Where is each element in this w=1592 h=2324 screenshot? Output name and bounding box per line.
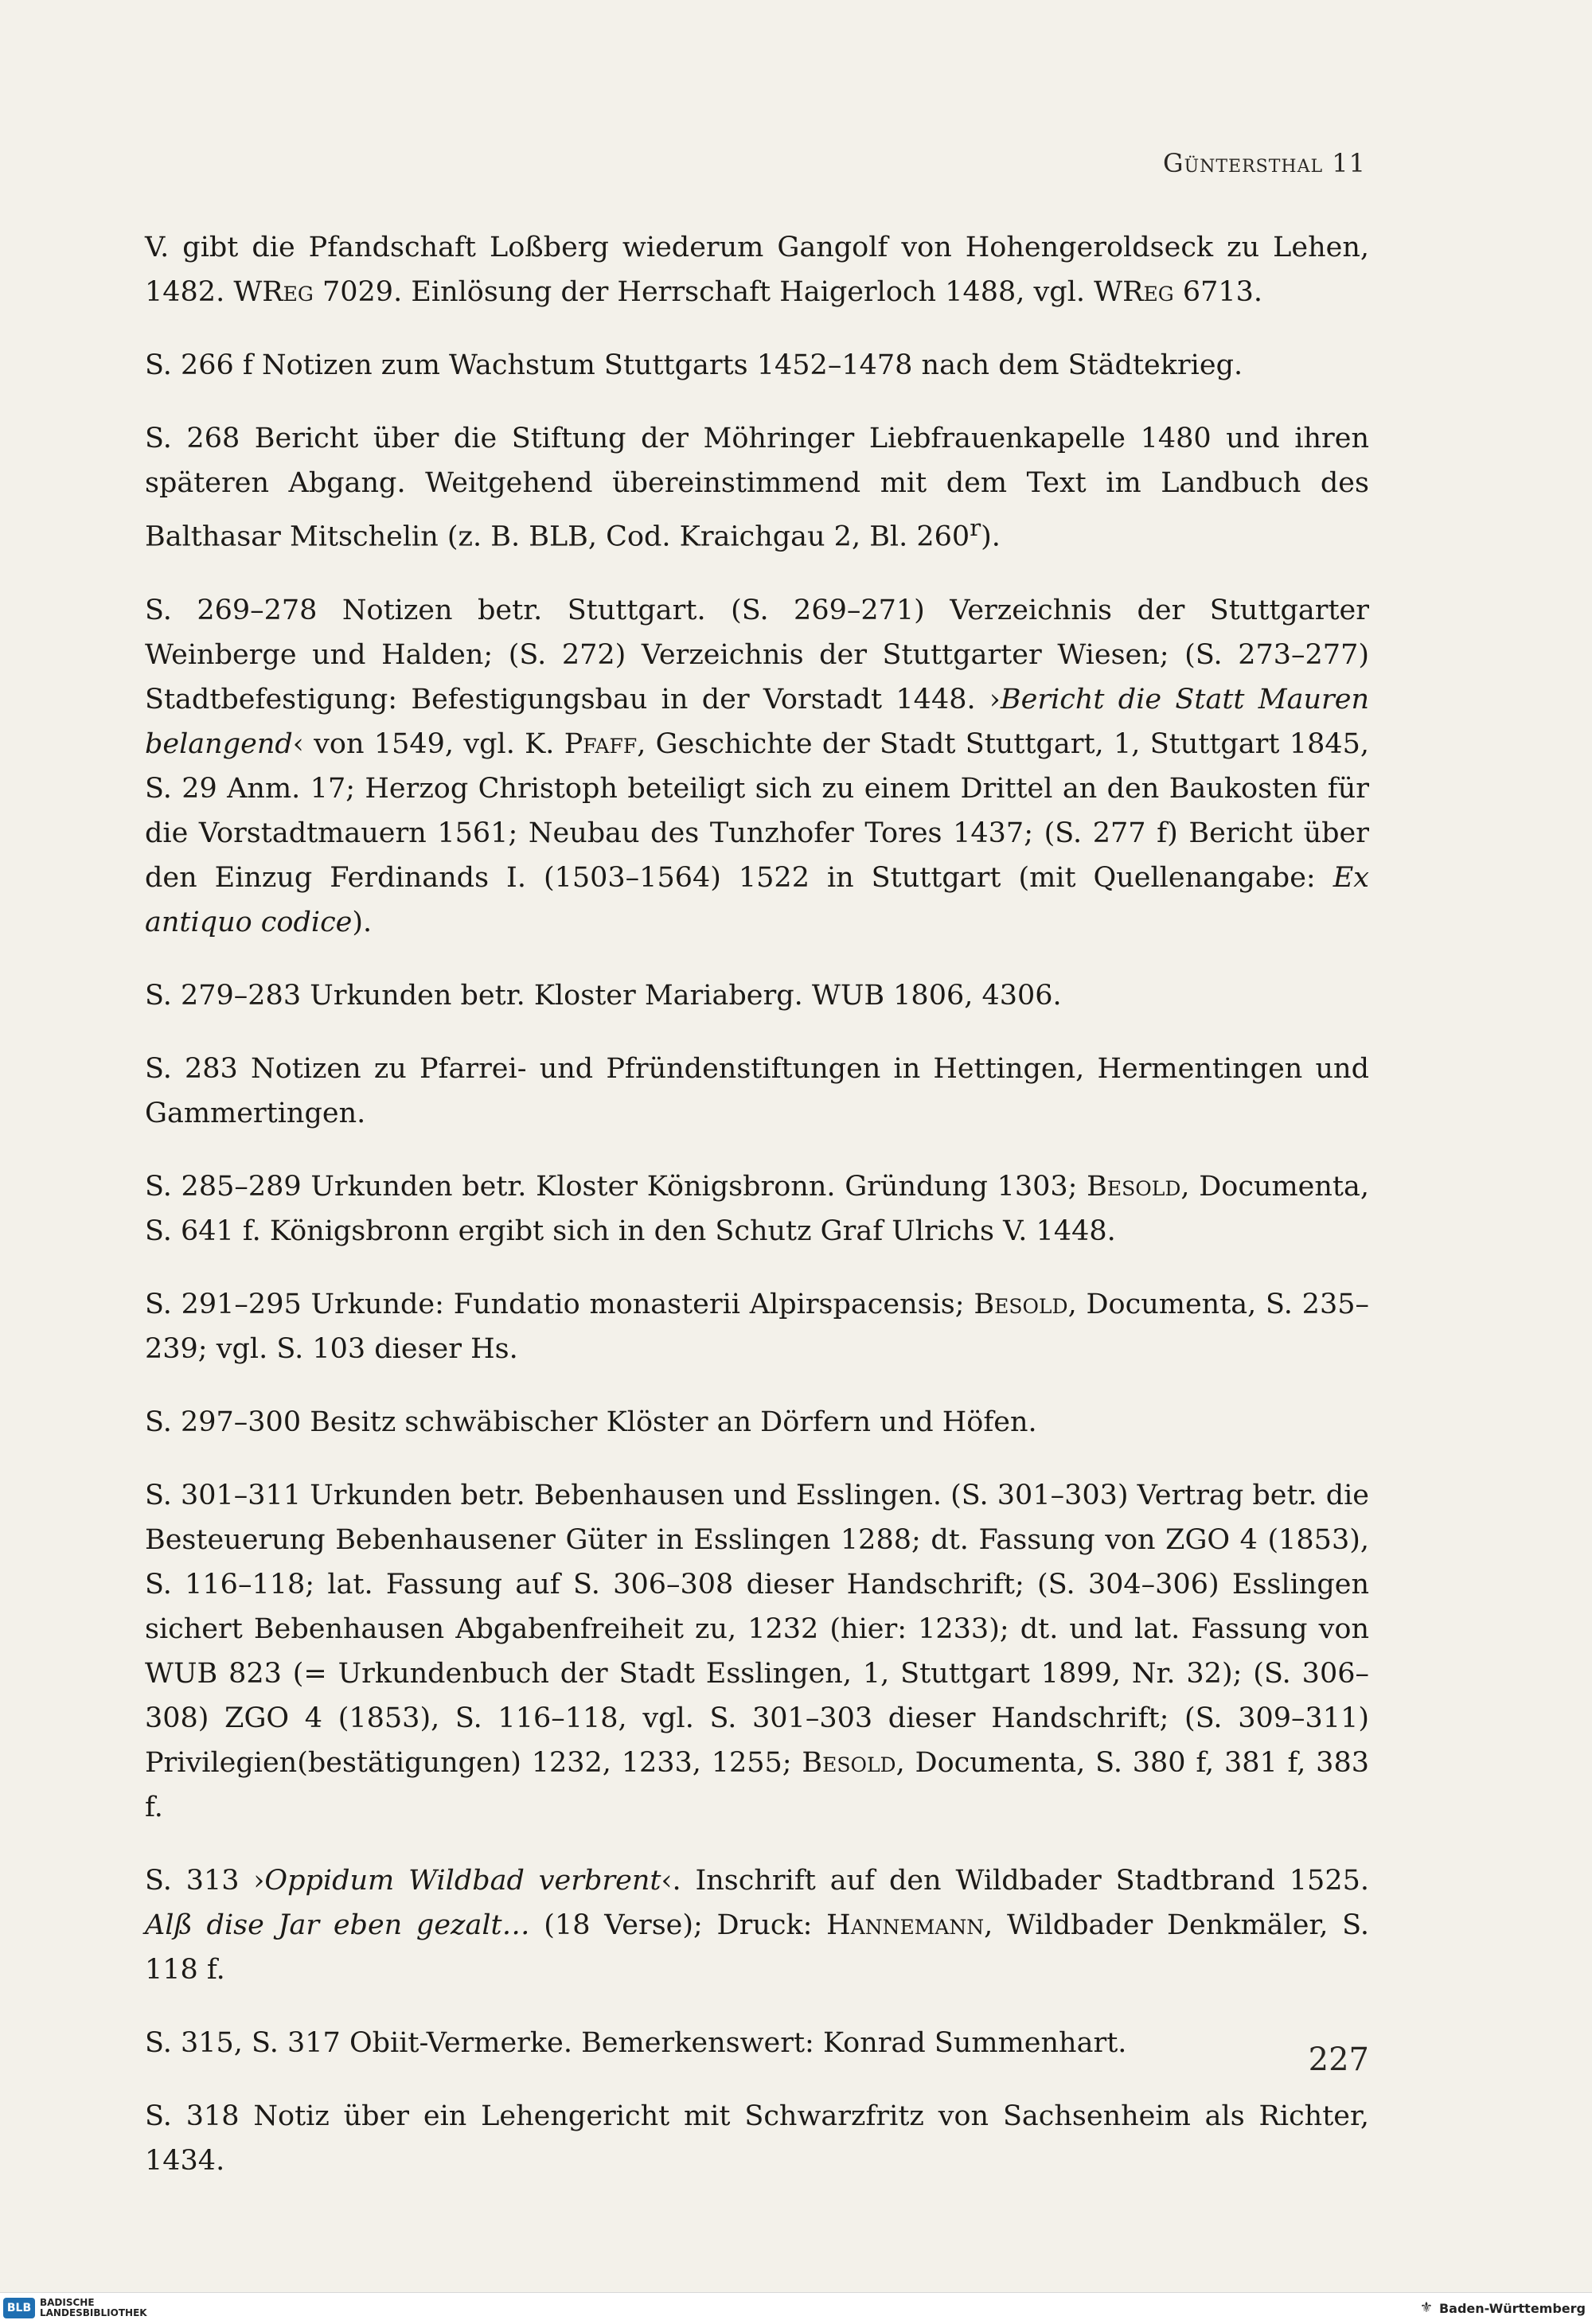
text-run: Hannemann xyxy=(826,1909,985,1941)
paragraph xyxy=(145,1473,1369,1830)
paragraph xyxy=(145,1164,1369,1254)
blb-label-line: BADISCHE xyxy=(40,2297,95,2308)
text-run: Besold xyxy=(802,1746,896,1779)
text-run: , Documenta, S. 380 f, 381 f, 383 f. xyxy=(145,1746,1369,1823)
header-title: Güntersthal xyxy=(1163,148,1324,178)
text-run: V. gibt die Pfandschaft Loßberg wiederum Gangolf von Hohengeroldseck zu Lehen, 1482. xyxy=(145,232,1369,308)
running-header xyxy=(1163,148,1366,178)
bw-brand[interactable] xyxy=(1420,2299,1586,2317)
paragraph xyxy=(145,588,1369,945)
paragraph xyxy=(145,1858,1369,1992)
paragraph xyxy=(145,225,1369,314)
page-number: 227 xyxy=(1308,2041,1369,2078)
paragraph: S. 266 f Notizen zum Wachstum Stuttgarts 1452–1478 nach dem Städtekrieg. xyxy=(145,349,1243,381)
text-run: , Wildbader Denkmäler, S. 118 f. xyxy=(145,1909,1369,1986)
text-run: , Geschichte der Stadt Stuttgart, 1, Stuttgart 1845, S. 29 Anm. 17; Herzog Christoph beteiligt sich zu einem Drittel an den Baukosten für die Vorstadtmauern 1561; Neubau des Tunzhofer Tores 1437; (S. 277 f) Bericht über den Einzug Ferdinands I. (1503–1564) 1522 in Stuttgart (mit Quellenangabe: xyxy=(145,727,1369,894)
text-run: 7029. Einlösung der Herrschaft Haigerloch 1488, vgl. xyxy=(313,276,1094,308)
text-run: Pfaff xyxy=(564,727,638,760)
bw-label: Baden-Württemberg xyxy=(1438,2300,1586,2316)
text-run: ). xyxy=(981,521,1001,553)
text-run: ‹ von 1549, vgl. K. xyxy=(292,727,564,760)
paragraph: S. 283 Notizen zu Pfarrei- und Pfründenstiftungen in Hettingen, Hermentingen und Gammertingen. xyxy=(145,1052,1369,1129)
text-run: S. 285–289 Urkunden betr. Kloster Königsbronn. Gründung 1303; xyxy=(145,1170,1087,1203)
superscript: r xyxy=(970,514,981,541)
blb-label xyxy=(40,2298,147,2318)
paragraph: S. 297–300 Besitz schwäbischer Klöster an Dörfern und Höfen. xyxy=(145,1406,1037,1438)
blb-brand[interactable] xyxy=(3,2298,147,2318)
text-run: S. 301–311 Urkunden betr. Bebenhausen und Esslingen. (S. 301–303) Vertrag betr. die Besteuerung Bebenhausener Güter in Esslingen 1288; dt. Fassung von ZGO 4 (1853), S. 116–118; lat. Fassung auf S. 306–308 dieser Handschrift; (S. 304–306) Esslingen sichert Bebenhausen Abgabenfreiheit zu, 1232 (hier: 1233); dt. und lat. Fassung von WUB 823 (= Urkundenbuch der Stadt Esslingen, 1, Stuttgart 1899, Nr. 32); (S. 306–308) ZGO 4 (1853), S. 116–118, vgl. S. 301–303 dieser Handschrift; (S. 309–311) Privilegien(bestätigungen) 1232, 1233, 1255; xyxy=(145,1479,1370,1779)
text-run: S. 268 Bericht über die Stiftung der Möhringer Liebfrauenkapelle 1480 und ihren späteren Abgang. Weitgehend übereinstimmend mit dem Text im Landbuch des Balthasar Mitschelin (z. B. BLB, Cod. Kraichgau 2, Bl. 260 xyxy=(145,423,1369,553)
body-text xyxy=(145,225,1369,2212)
text-run: S. 291–295 Urkunde: Fundatio monasterii Alpirspacensis; xyxy=(145,1288,974,1320)
text-run: ‹. Inschrift auf den Wildbader Stadtbrand 1525. xyxy=(661,1864,1369,1897)
text-run: S. 269–278 Notizen betr. Stuttgart. (S. 269–271) Verzeichnis der Stuttgarter Weinberge und Halden; (S. 272) Verzeichnis der Stuttgarter Wiesen; (S. 273–277) Stadtbefestigung: Befestigungsbau in der Vorstadt 1448. › xyxy=(145,594,1369,716)
viewer-footer xyxy=(0,2292,1592,2324)
paragraph: S. 315, S. 317 Obiit-Vermerke. Bemerkenswert: Konrad Summenhart. xyxy=(145,2026,1127,2059)
paragraph: S. 279–283 Urkunden betr. Kloster Mariaberg. WUB 1806, 4306. xyxy=(145,979,1062,1012)
text-run: , Documenta, S. 641 f. Königsbronn ergibt sich in den Schutz Graf Ulrichs V. 1448. xyxy=(145,1170,1369,1247)
coat-of-arms-icon: ⚜ xyxy=(1419,2299,1433,2316)
paragraph: S. 318 Notiz über ein Lehengericht mit Schwarzfritz von Sachsenheim als Richter, 1434. xyxy=(145,2100,1369,2177)
paragraph xyxy=(145,1282,1369,1371)
text-run: Besold xyxy=(974,1288,1068,1320)
blb-logo-icon: BLB xyxy=(3,2298,35,2318)
text-run: S. 313 › xyxy=(145,1864,265,1897)
text-run: ). xyxy=(352,906,373,938)
text-run: WReg xyxy=(233,276,314,308)
text-run: (18 Verse); Druck: xyxy=(529,1909,827,1941)
paragraph xyxy=(145,416,1369,560)
blb-label-line: LANDESBIBLIOTHEK xyxy=(40,2307,147,2318)
italic-run: Ex antiquo codice xyxy=(145,861,1369,938)
text-run: , Documenta, S. 235–239; vgl. S. 103 dieser Hs. xyxy=(145,1288,1369,1365)
text-run: 6713. xyxy=(1173,276,1263,308)
italic-run: Bericht die Statt Mauren belangend xyxy=(145,683,1369,760)
text-run: Besold xyxy=(1087,1170,1181,1203)
text-run: WReg xyxy=(1094,276,1174,308)
header-page: 11 xyxy=(1332,148,1366,178)
italic-run: Alß dise Jar eben gezalt… xyxy=(145,1909,530,1941)
italic-run: Oppidum Wildbad verbrent xyxy=(264,1864,661,1897)
